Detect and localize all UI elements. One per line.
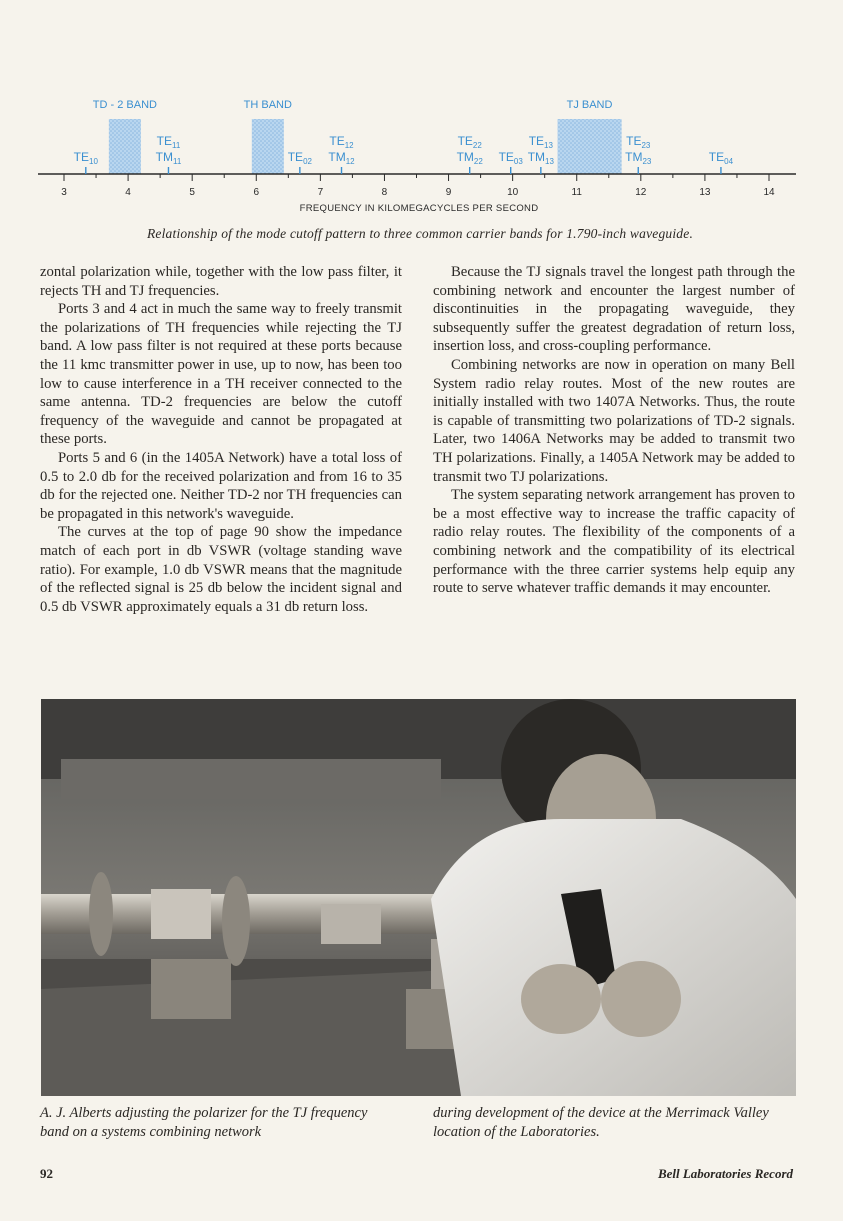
photo-caption-right: during development of the device at the Merrimack Valley location of the Laboratories.	[433, 1105, 769, 1140]
paragraph: Ports 3 and 4 act in much the same way to freely transmit the polarizations of TH frequencies while rejecting the TJ band. A low pass filter is not required at these ports because the 11 kmc transmitter power in use, up to now, has been too low to cause interference in a TH receiver connected to the same antenna. TD-2 frequencies are below the cutoff frequency of the waveguide and cannot be propagated at these ports.	[40, 301, 402, 448]
paragraph: zontal polarization while, together with the low pass filter, it rejects TH and TJ frequencies.	[40, 264, 402, 299]
mode-label: $TM_{13}$	[527, 150, 554, 166]
x-tick-label: 10	[507, 187, 519, 198]
mode-label: $TM_{23}$	[625, 150, 652, 166]
paragraph: The system separating network arrangement has proven to be a most effective way to increase the traffic capacity of radio relay routes. The flexibility of the components of a combining network and the compatibility of its electrical performance with the three carrier systems help equip any route to serve whatever traffic demands it may encounter.	[433, 487, 795, 597]
x-axis-label: FREQUENCY IN KILOMEGACYCLES PER SECOND	[299, 203, 539, 214]
band-rect	[558, 119, 622, 174]
paragraph: Combining networks are now in operation on many Bell System radio relay routes. Most of the new routes are initially installed with two 1407A Networks. Thus, the route is capable of transmitting two polarizations of TD-2 signals. Later, two 1406A Networks may be added to transmit two TH polarizations. Finally, a 1405A Network may be added to transmit two TJ polarizations.	[433, 356, 795, 485]
left-text-column	[40, 263, 402, 616]
photo-caption-left: A. J. Alberts adjusting the polarizer for the TJ frequency band on a systems combining network	[40, 1105, 368, 1140]
paragraph: The curves at the top of page 90 show the impedance match of each port in db VSWR (voltage standing wave ratio). For example, 1.0 db VSWR means that the magnitude of the reflected signal is 25 db below the incident signal and 0.5 db VSWR approximately equals a 31 db return loss.	[40, 524, 402, 615]
mode-label: $TE_{04}$	[708, 150, 734, 166]
paragraph: Because the TJ signals travel the longest path through the combining network and encounter the largest number of discontinuities in the propagating waveguide, they subsequently suffer the greatest degradation of return loss, insertion loss, and cross-coupling performance.	[433, 264, 795, 355]
x-tick-label: 5	[189, 187, 195, 198]
x-tick-label: 4	[125, 187, 131, 198]
band-label: TD - 2 BAND	[92, 99, 157, 111]
mode-label: $TE_{03}$	[498, 150, 523, 166]
mode-label: $TM_{12}$	[328, 150, 355, 166]
mode-label: $TM_{11}$	[155, 150, 182, 166]
paragraph: Ports 5 and 6 (in the 1405A Network) have a total loss of 0.5 to 2.0 db for the received polarization and from 16 to 35 db for the rejected one. Neither TD-2 nor TH frequencies can be propagated in this network's waveguide.	[40, 449, 402, 522]
band-rect	[109, 119, 141, 174]
right-text-column	[433, 263, 795, 598]
x-tick-label: 14	[763, 187, 775, 198]
mode-label: $TE_{13}$	[528, 134, 553, 150]
x-tick-label: 13	[699, 187, 711, 198]
band-label: TH BAND	[243, 99, 292, 111]
mode-label: $TE_{22}$	[457, 134, 482, 150]
x-tick-label: 9	[445, 187, 452, 198]
mode-label: $TE_{10}$	[73, 150, 98, 166]
page-number: 92	[40, 1166, 53, 1181]
journal-title: Bell Laboratories Record	[657, 1166, 793, 1181]
mode-label: $TE_{02}$	[287, 150, 312, 166]
mode-label: $TM_{22}$	[456, 150, 483, 166]
figure-caption: Relationship of the mode cutoff pattern to three common carrier bands for 1.790-inch waveguide.	[146, 226, 694, 241]
x-tick-label: 8	[381, 187, 388, 198]
x-tick-label: 3	[61, 187, 67, 198]
laboratory-photo	[41, 699, 796, 1096]
mode-label: $TE_{11}$	[156, 134, 181, 150]
band-rect	[252, 119, 284, 174]
x-tick-label: 12	[635, 187, 647, 198]
x-tick-label: 6	[253, 187, 260, 198]
mode-label: $TE_{23}$	[626, 134, 651, 150]
x-tick-label: 11	[571, 187, 582, 198]
mode-cutoff-chart	[0, 0, 843, 222]
x-tick-label: 7	[317, 187, 324, 198]
mode-label: $TE_{12}$	[329, 134, 354, 150]
band-label: TJ BAND	[566, 99, 613, 111]
